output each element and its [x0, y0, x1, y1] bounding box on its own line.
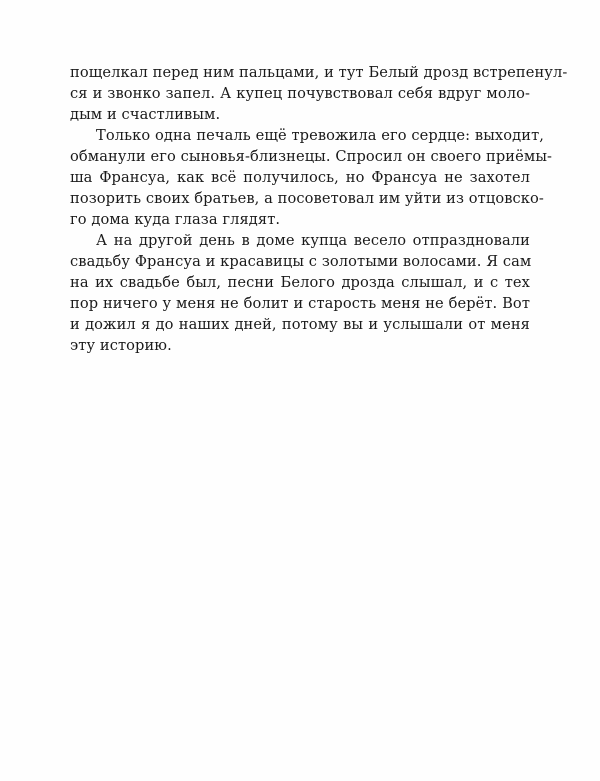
text-line: дым и счастливым. — [70, 106, 221, 123]
text-line: эту историю. — [70, 337, 172, 354]
text-line: ся и звонко запел. А купец почувствовал себя вдруг моло- — [70, 85, 530, 102]
text-line: го дома куда глаза глядят. — [70, 211, 281, 228]
text-line: и дожил я до наших дней, потому вы и услышали от меня — [70, 316, 530, 333]
paragraph-3 — [70, 230, 530, 356]
text-line: обманули его сыновья-близнецы. Спросил он своего приёмы- — [70, 148, 553, 165]
text-line: на их свадьбе был, песни Белого дрозда слышал, и с тех — [70, 274, 530, 291]
text-line: пор ничего у меня не болит и старость меня не берёт. Вот — [70, 295, 530, 312]
paragraph-1 — [70, 62, 568, 125]
text-line: ша Франсуа, как всё получилось, но Франсуа не захотел — [70, 169, 530, 186]
text-line: Только одна печаль ещё тревожила его сердце: выходит, — [96, 127, 544, 144]
text-line: позорить своих братьев, а посоветовал им уйти из отцовско- — [70, 190, 544, 207]
text-line: пощелкал перед ним пальцами, и тут Белый дрозд встрепенул- — [70, 64, 568, 81]
text-line: свадьбу Франсуа и красавицы с золотыми волосами. Я сам — [70, 253, 532, 270]
text-line: А на другой день в доме купца весело отпраздновали — [96, 232, 530, 249]
document-page — [70, 62, 568, 356]
paragraph-2 — [70, 125, 553, 230]
